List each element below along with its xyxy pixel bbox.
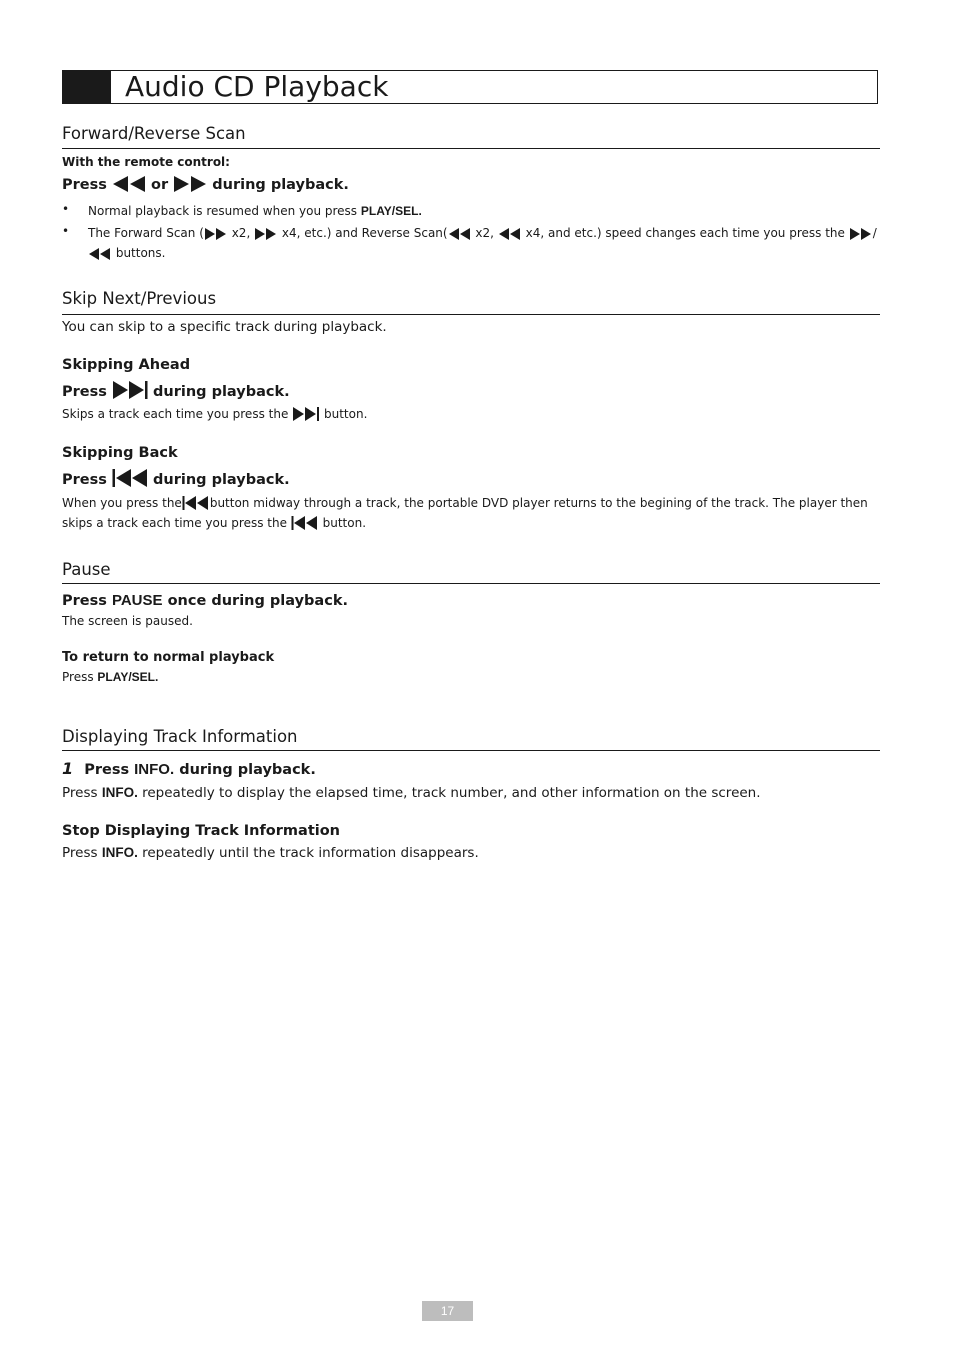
screen-paused-text: The screen is paused. xyxy=(62,614,193,628)
pause-divider xyxy=(62,583,880,584)
skip-ahead-instruction xyxy=(62,381,290,400)
rewind-icon xyxy=(498,228,522,240)
skip-back-text: When you press the xyxy=(62,496,182,510)
or-text: or xyxy=(151,177,169,193)
info-repeat-text xyxy=(62,785,761,801)
pause-key: PAUSE xyxy=(111,592,163,609)
skip-next-icon xyxy=(292,407,320,421)
rev-x4: x4, and etc.) speed changes each time you press the xyxy=(525,226,845,240)
fast-forward-icon xyxy=(204,228,228,240)
skip-next-icon xyxy=(112,381,148,399)
info-heading: Displaying Track Information xyxy=(62,727,298,746)
slash-text: / xyxy=(872,226,877,240)
rewind-icon xyxy=(448,228,472,240)
rewind-icon xyxy=(112,176,146,192)
bullet-speed-cont xyxy=(88,246,165,260)
bullet-speed xyxy=(88,226,877,240)
rev-x2: x2, xyxy=(475,226,494,240)
skipping-ahead-heading: Skipping Ahead xyxy=(62,357,191,373)
page-title-bar xyxy=(62,70,878,104)
skip-back-desc-line2 xyxy=(62,516,366,530)
bullet-resume-text: Normal playback is resumed when you press xyxy=(88,204,358,218)
skip-previous-icon xyxy=(291,516,319,530)
play-sel-key: PLAY/SEL. xyxy=(360,204,422,218)
skip-previous-icon xyxy=(182,496,210,510)
skip-ahead-desc xyxy=(62,407,367,421)
skip-heading: Skip Next/Previous xyxy=(62,289,217,308)
info-key: INFO. xyxy=(134,761,175,778)
info-step-1 xyxy=(62,759,316,778)
fast-forward-icon xyxy=(849,228,873,240)
buttons-text: buttons. xyxy=(115,246,166,260)
speed-x2: x2, xyxy=(231,226,251,240)
rewind-icon xyxy=(88,248,112,260)
step-rest-text: during playback. xyxy=(179,762,316,778)
page-number: 17 xyxy=(422,1301,473,1321)
press-text: Press xyxy=(62,593,107,609)
fast-forward-icon xyxy=(254,228,278,240)
info-key: INFO. xyxy=(101,845,138,860)
button-text: button. xyxy=(324,407,368,421)
scan-heading: Forward/Reverse Scan xyxy=(62,124,246,143)
press-text: Press xyxy=(62,384,107,400)
bullet-dot: • xyxy=(62,224,70,238)
scan-instruction xyxy=(62,176,349,193)
press-text: Press xyxy=(62,785,98,801)
info-divider xyxy=(62,750,880,751)
page-title: Audio CD Playback xyxy=(125,70,389,103)
speed-x4: x4, etc.) and Reverse Scan( xyxy=(281,226,448,240)
skip-back-text2: skips a track each time you press the xyxy=(62,516,287,530)
repeat-rest-text: repeatedly to display the elapsed time, track number, and other information on the screen. xyxy=(142,785,761,801)
button-text: button. xyxy=(322,516,367,530)
play-sel-key: PLAY/SEL. xyxy=(97,670,159,684)
skip-previous-icon xyxy=(112,469,148,487)
pause-instruction xyxy=(62,592,348,609)
scan-divider xyxy=(62,148,880,149)
skip-divider xyxy=(62,314,880,315)
during-text: during playback. xyxy=(153,472,290,488)
bullet-resume xyxy=(88,204,422,218)
return-heading: To return to normal playback xyxy=(62,650,275,665)
skip-ahead-text: Skips a track each time you press the xyxy=(62,407,289,421)
return-instruction xyxy=(62,670,158,684)
fast-forward-icon xyxy=(173,176,207,192)
during-text: during playback. xyxy=(153,384,290,400)
step-number: 1 xyxy=(62,759,74,778)
stop-heading: Stop Displaying Track Information xyxy=(62,823,340,839)
skip-back-text-cont: button midway through a track, the portable DVD player returns to the begining of the track. The player then xyxy=(209,496,868,510)
info-key: INFO. xyxy=(101,785,138,800)
stop-rest-text: repeatedly until the track information disappears. xyxy=(142,845,479,861)
press-text: Press xyxy=(62,670,94,684)
press-text: Press xyxy=(84,762,130,778)
press-text: Press xyxy=(62,472,107,488)
skipping-back-heading: Skipping Back xyxy=(62,445,178,461)
press-text: Press xyxy=(62,845,98,861)
title-accent-block xyxy=(63,71,111,103)
skip-intro: You can skip to a specific track during playback. xyxy=(62,319,387,335)
stop-text xyxy=(62,845,479,861)
bullet-speed-text: The Forward Scan ( xyxy=(88,226,204,240)
press-text: Press xyxy=(62,177,107,193)
pause-heading: Pause xyxy=(62,560,111,579)
during-text: during playback. xyxy=(212,177,349,193)
pause-rest-text: once during playback. xyxy=(167,593,348,609)
skip-back-desc-line1 xyxy=(62,496,868,510)
skip-back-instruction xyxy=(62,469,290,488)
remote-label: With the remote control: xyxy=(62,155,230,169)
bullet-dot: • xyxy=(62,202,70,216)
